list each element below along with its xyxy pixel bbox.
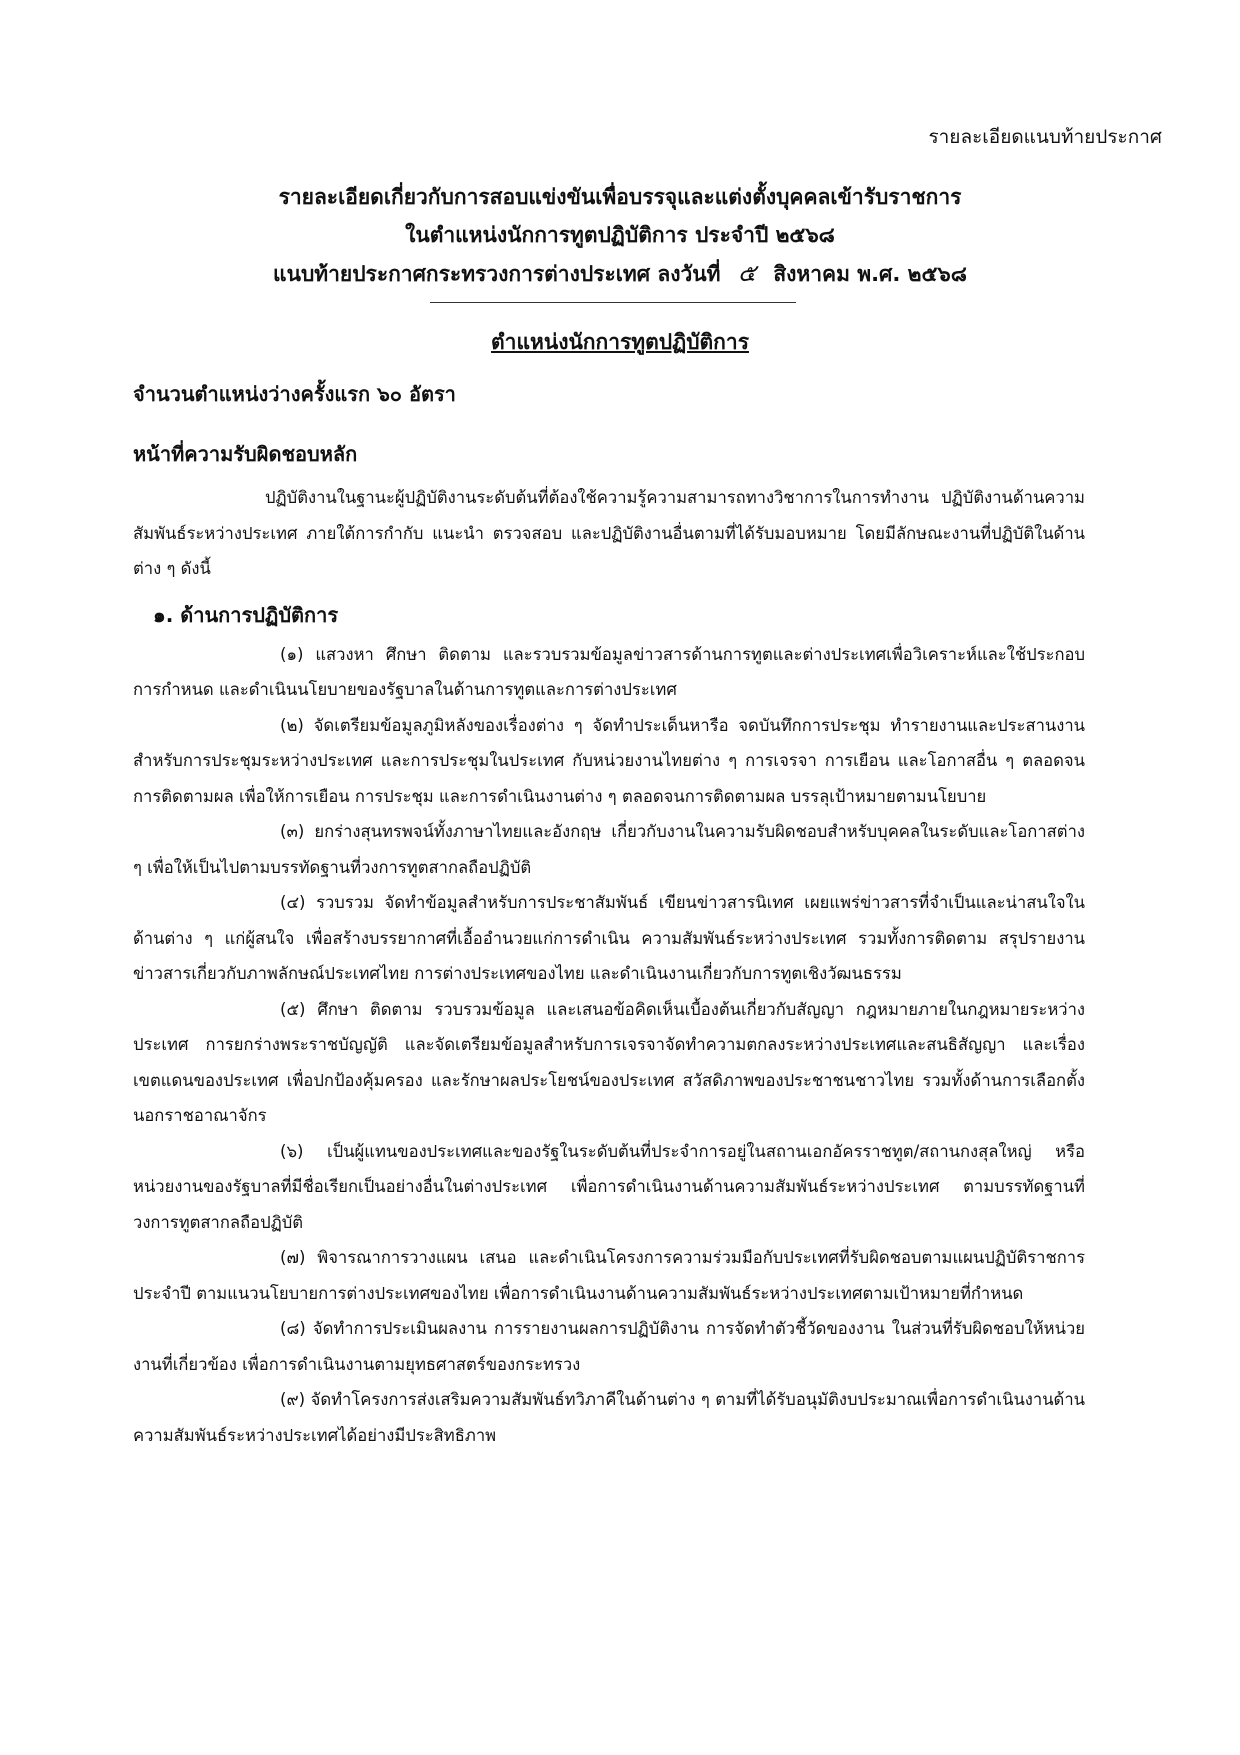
title-line-2: ในตำแหน่งนักการทูตปฏิบัติการ ประจำปี ๒๕๖๘: [405, 223, 835, 247]
position-title: ตำแหน่งนักการทูตปฏิบัติการ: [491, 330, 749, 354]
duty-item-list: [133, 637, 1085, 1454]
duty-item: (๗) พิจารณาการวางแผน เสนอ และดำเนินโครงการความร่วมมือกับประเทศที่รับผิดชอบตามแผนปฏิบัติราชการประจำปี ตามแนวนโยบายการต่างประเทศของไทย เพื่อการดำเนินงานด้านความสัมพันธ์ระหว่างประเทศตามเป้าหมายที่กำหนด: [133, 1248, 1085, 1303]
section-1-heading: ๑. ด้านการปฏิบัติการ: [153, 602, 339, 627]
duty-item: (๕) ศึกษา ติดตาม รวบรวมข้อมูล และเสนอข้อคิดเห็นเบื้องต้นเกี่ยวกับสัญญา กฎหมายภายในกฎหมายระหว่างประเทศ การยกร่างพระราชบัญญัติ และจัดเตรียมข้อมูลสำหรับการเจรจาจัดทำความตกลงระหว่างประเทศและสนธิสัญญา และเรื่องเขตแดนของประเทศ เพื่อปกป้องคุ้มครอง และรักษาผลประโยชน์ของประเทศ สวัสดิภาพของประชาชนชาวไทย รวมทั้งด้านการเลือกตั้งนอกราชอาณาจักร: [133, 999, 1085, 1125]
duties-intro: ปฏิบัติงานในฐานะผู้ปฏิบัติงานระดับต้นที่ต้องใช้ความรู้ความสามารถทางวิชาการในการทำงาน ปฏิบัติงานด้านความสัมพันธ์ระหว่างประเทศ ภายใต้การกำกับ แนะนำ ตรวจสอบ และปฏิบัติงานอื่นตามที่ได้รับมอบหมาย โดยมีลักษณะงานที่ปฏิบัติในด้านต่าง ๆ ดังนี้: [133, 488, 1085, 578]
duty-item: (๒) จัดเตรียมข้อมูลภูมิหลังของเรื่องต่าง ๆ จัดทำประเด็นหารือ จดบันทึกการประชุม ทำรายงานและประสานงานสำหรับการประชุมระหว่างประเทศ และการประชุมในประเทศ กับหน่วยงานไทยต่าง ๆ การเจรจา การเยือน และโอกาสอื่น ๆ ตลอดจนการติดตามผล เพื่อให้การเยือน การประชุม และการดำเนินงานต่าง ๆ ตลอดจนการติดตามผล บรรลุเป้าหมายตามนโยบาย: [133, 715, 1085, 806]
title-line-3-suffix: สิงหาคม พ.ศ. ๒๕๖๘: [773, 262, 967, 286]
duty-item: (๓) ยกร่างสุนทรพจน์ทั้งภาษาไทยและอังกฤษ เกี่ยวกับงานในความรับผิดชอบสำหรับบุคคลในระดับและโอกาสต่าง ๆ เพื่อให้เป็นไปตามบรรทัดฐานที่วงการทูตสากลถือปฏิบัติ: [133, 822, 1085, 877]
title-line-3: [0, 254, 1240, 293]
document-body: [133, 378, 1085, 1453]
handwritten-day: ๕: [737, 259, 756, 287]
duties-heading: หน้าที่ความรับผิดชอบหลัก: [133, 442, 358, 466]
duty-item: (๑) แสวงหา ศึกษา ติดตาม และรวบรวมข้อมูลข่าวสารด้านการทูตและต่างประเทศเพื่อวิเคราะห์และใช้ประกอบการกำหนด และดำเนินนโยบายของรัฐบาลในด้านการทูตและการต่างประเทศ: [133, 644, 1085, 699]
duty-item: (๙) จัดทำโครงการส่งเสริมความสัมพันธ์ทวิภาคีในด้านต่าง ๆ ตามที่ได้รับอนุมัติงบประมาณเพื่อการดำเนินงานด้านความสัมพันธ์ระหว่างประเทศได้อย่างมีประสิทธิภาพ: [133, 1390, 1085, 1445]
header-note: รายละเอียดแนบท้ายประกาศ: [928, 126, 1162, 148]
title-divider: [430, 302, 796, 303]
duty-item: (๔) รวบรวม จัดทำข้อมูลสำหรับการประชาสัมพันธ์ เขียนข่าวสารนิเทศ เผยแพร่ข่าวสารที่จำเป็นและน่าสนใจในด้านต่าง ๆ แก่ผู้สนใจ เพื่อสร้างบรรยากาศที่เอื้ออำนวยแก่การดำเนิน ความสัมพันธ์ระหว่างประเทศ รวมทั้งการติดตาม สรุปรายงานข่าวสารเกี่ยวกับภาพลักษณ์ประเทศไทย การต่างประเทศของไทย และดำเนินงานเกี่ยวกับการทูตเชิงวัฒนธรรม: [133, 893, 1085, 983]
document-title: [0, 178, 1240, 293]
duty-item: (๘) จัดทำการประเมินผลงาน การรายงานผลการปฏิบัติงาน การจัดทำตัวชี้วัดของงาน ในส่วนที่รับผิดชอบให้หน่วยงานที่เกี่ยวข้อง เพื่อการดำเนินงานตามยุทธศาสตร์ของกระทรวง: [133, 1319, 1085, 1374]
title-line-3-prefix: แนบท้ายประกาศกระทรวงการต่างประเทศ ลงวันที่: [273, 262, 721, 286]
title-line-1: รายละเอียดเกี่ยวกับการสอบแข่งขันเพื่อบรรจุและแต่งตั้งบุคคลเข้ารับราชการ: [278, 185, 962, 209]
vacancies-line: จำนวนตำแหน่งว่างครั้งแรก ๖๐ อัตรา: [133, 382, 456, 406]
duty-item: (๖) เป็นผู้แทนของประเทศและของรัฐในระดับต้นที่ประจำการอยู่ในสถานเอกอัครราชทูต/สถานกงสุลใหญ่ หรือหน่วยงานของรัฐบาลที่มีชื่อเรียกเป็นอย่างอื่นในต่างประเทศ เพื่อการดำเนินงานด้านความสัมพันธ์ระหว่างประเทศ ตามบรรทัดฐานที่วงการทูตสากลถือปฏิบัติ: [133, 1141, 1085, 1232]
